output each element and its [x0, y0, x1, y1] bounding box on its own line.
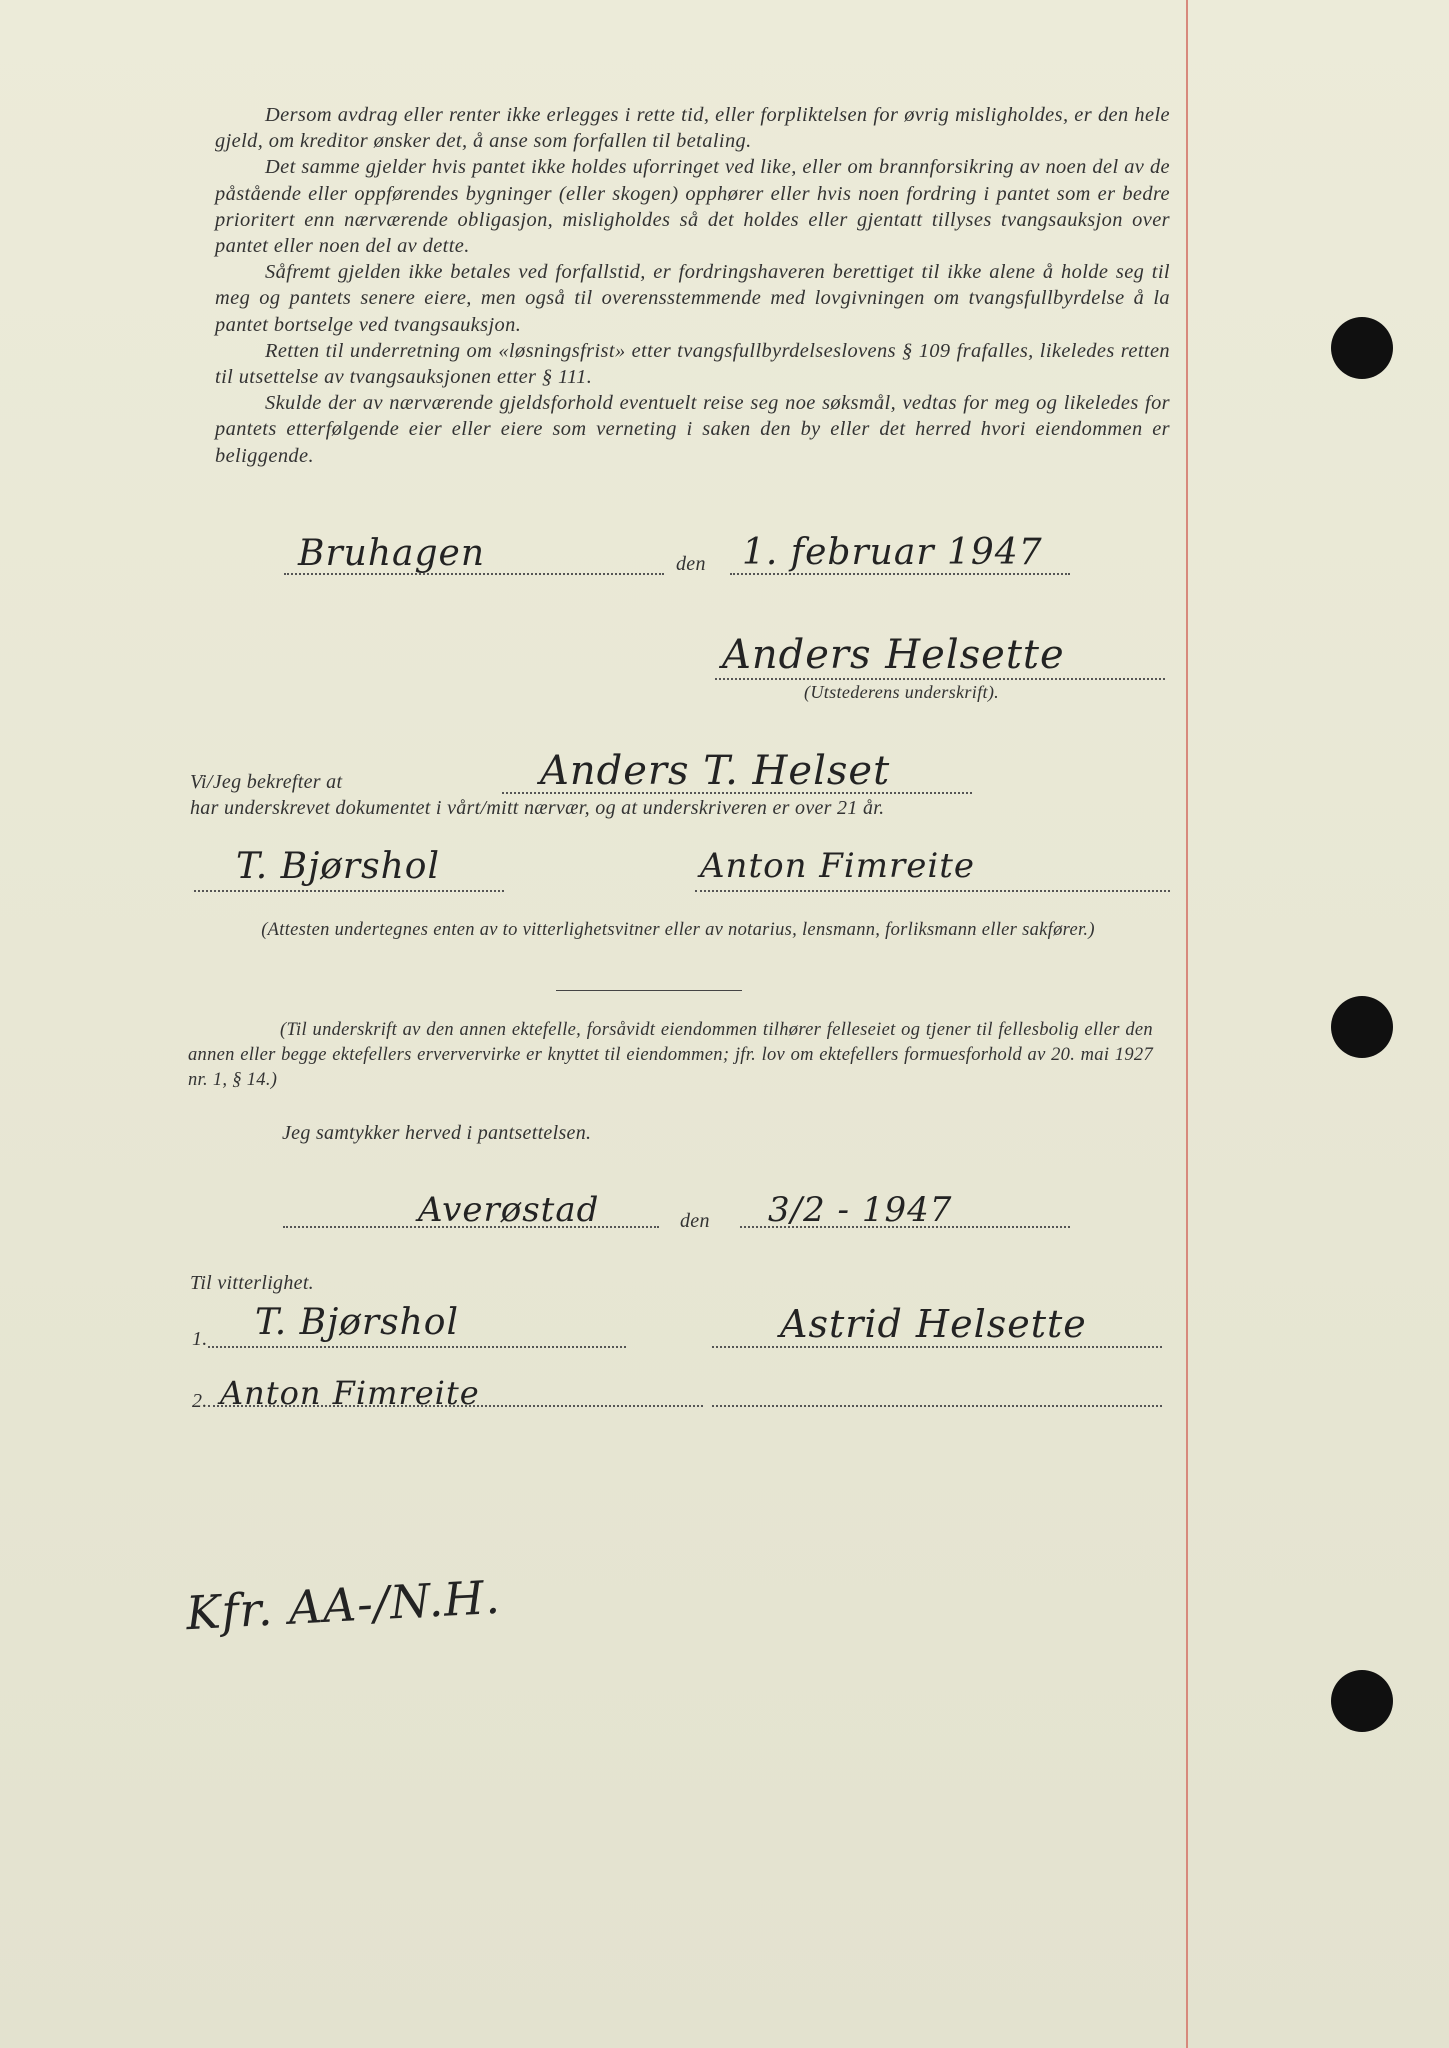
- den-label-2: den: [680, 1210, 710, 1232]
- witness-line-2: [695, 890, 1170, 892]
- confirmed-name: Anders T. Helset: [540, 748, 891, 794]
- spouse-signature-line: [712, 1346, 1162, 1348]
- date-line-2: [740, 1226, 1070, 1228]
- punch-hole-top: [1331, 317, 1393, 379]
- spouse-note: (Til underskrift av den annen ektefelle, forsåvidt eiendommen tilhører felleseiet og tjener til fellesbolig eller den annen eller begge ektefellers erververvirke er knyttet til eiendommen; jfr. lov om ektefellers formuesforhold av 20. mai 1927 nr. 1, § 14.): [188, 1020, 1153, 1090]
- confirmation-line2: har underskrevet dokumentet i vårt/mitt nærvær, og at underskriveren er over 21 år.: [190, 797, 885, 819]
- place-line-2: [283, 1226, 659, 1228]
- issuer-signature: Anders Helsette: [722, 632, 1065, 678]
- handwritten-date-2: 3/2 - 1947: [768, 1190, 953, 1230]
- witness-number-2: 2.: [192, 1390, 208, 1412]
- confirmation-prefix: Vi/Jeg bekrefter at: [190, 771, 343, 793]
- witness-signature-2: Anton Fimreite: [700, 846, 976, 886]
- witness-number-1: 1.: [192, 1328, 208, 1350]
- marginal-note: Kfr. AA-/N.H.: [184, 1569, 502, 1641]
- terms-paragraph: Såfremt gjelden ikke betales ved forfallstid, er fordringshaveren berettiget til ikke alene å holde seg til meg og pantets senere eiere, men også til overensstemmende med lovgivningen om tvangsfullbyrdelse å la pantet bortselge ved tvangsauksjon.: [215, 261, 1170, 336]
- terms-paragraph: Retten til underretning om «løsningsfrist» etter tvangsfullbyrdelseslovens § 109 frafalles, likeledes retten til utsettelse av tvangsauksjonen etter § 111.: [215, 339, 1170, 389]
- den-label-1: den: [676, 553, 706, 575]
- date-line-1: [730, 573, 1070, 575]
- lower-witness-signature-1: T. Bjørshol: [255, 1302, 459, 1343]
- consent-text: Jeg samtykker herved i pantsettelsen.: [282, 1122, 592, 1144]
- handwritten-date-1: 1. februar 1947: [742, 532, 1043, 573]
- issuer-signature-caption: (Utstederens underskrift).: [804, 682, 1000, 702]
- handwritten-place-2: Averøstad: [418, 1190, 600, 1230]
- terms-paragraph: Det samme gjelder hvis pantet ikke holdes uforringet ved like, eller om brannforsikring av noen del av de påstående eller oppførendes bygninger (eller skogen) opphører eller hvis noen fordring i pantet som er bedre prioritert enn nærværende obligasjon, misligholdes så det holdes eller gjentatt tillyses tvangsauksjon over pantet eller noen del av dette.: [215, 156, 1170, 258]
- spouse-signature: Astrid Helsette: [780, 1302, 1087, 1346]
- lower-witness-line-2: [208, 1405, 703, 1407]
- terms-text: [215, 102, 1170, 469]
- section-divider: [556, 990, 742, 991]
- punch-hole-middle: [1331, 996, 1393, 1058]
- terms-paragraph: Dersom avdrag eller renter ikke erlegges i rette tid, eller forpliktelsen for øvrig misligholdes, er den hele gjeld, om kreditor ønsker det, å anse som forfallen til betaling.: [215, 104, 1170, 153]
- witness-label: Til vitterlighet.: [190, 1272, 314, 1294]
- terms-paragraph: Skulde der av nærværende gjeldsforhold eventuelt reise seg noe søksmål, vedtas for meg og likeledes for pantets etterfølgende eier eller eiere som verneting i saken den by eller det herred hvori eiendommen er beliggende.: [215, 392, 1170, 467]
- place-line-1: [284, 573, 664, 575]
- blank-signature-line: [712, 1405, 1162, 1407]
- margin-rule: [1186, 0, 1188, 2048]
- lower-witness-line-1: [208, 1346, 626, 1348]
- lower-witness-signature-2: Anton Fimreite: [220, 1374, 480, 1412]
- witness-signature-1: T. Bjørshol: [236, 846, 440, 887]
- witness-line-1: [194, 890, 504, 892]
- handwritten-place-1: Bruhagen: [298, 533, 486, 574]
- attest-note: (Attesten undertegnes enten av to vitterlighetsvitner eller av notarius, lensmann, forliksmann eller sakfører.): [261, 920, 1095, 940]
- punch-hole-bottom: [1331, 1670, 1393, 1732]
- confirmed-name-line: [502, 792, 972, 794]
- issuer-signature-line: [715, 678, 1165, 680]
